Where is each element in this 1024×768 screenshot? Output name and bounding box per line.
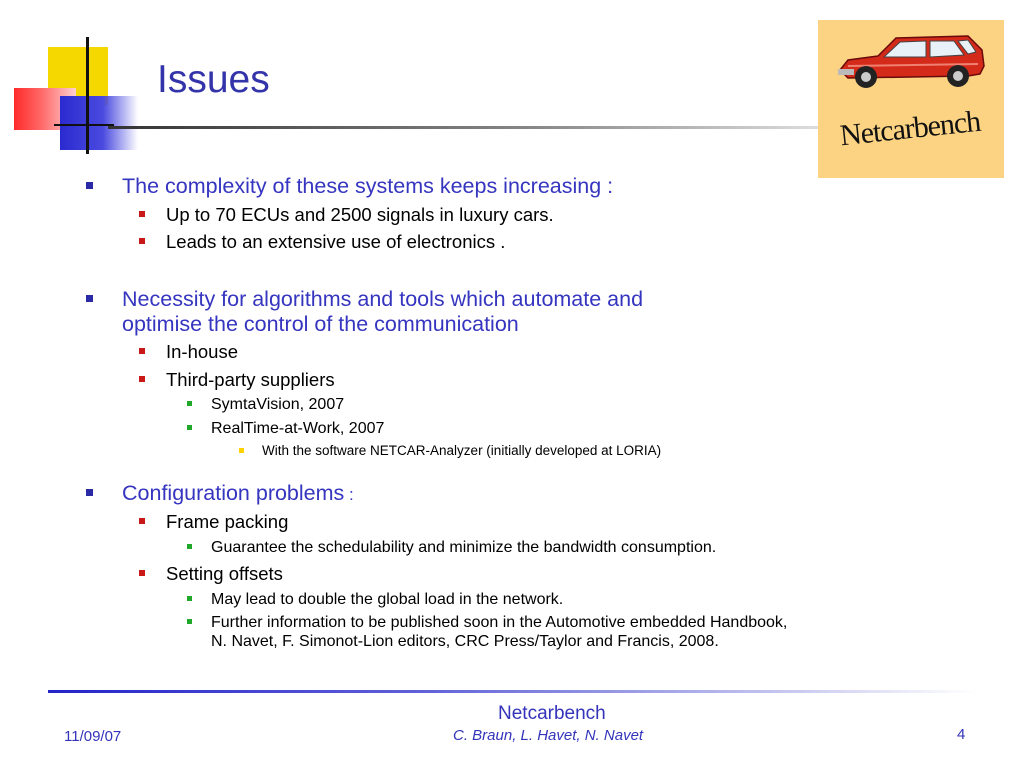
list-item-text: Frame packing [166,511,289,532]
list-item-text: Further information to be published soon in the Automotive embedded Handbook, [211,614,788,631]
list-item-text: Third-party suppliers [166,369,335,390]
list-item-text: May lead to double the global load in the network. [211,591,564,608]
footer-authors: C. Braun, L. Havet, N. Navet [453,727,644,744]
list-item [166,341,238,363]
list-item-text: N. Navet, F. Simonot-Lion editors, CRC Press/Taylor and Francis, 2008. [211,633,719,650]
decor-blue-square [60,96,138,150]
list-item [211,419,384,438]
list-item [211,538,716,557]
list-item [122,174,613,199]
list-item-text: Setting offsets [166,563,283,584]
list-item [166,231,505,253]
bullet-square-icon [239,448,244,453]
list-item [166,511,288,533]
decor-vertical-line [86,37,89,154]
bullet-square-icon [187,596,192,601]
list-item-text: SymtaVision, 2007 [211,396,345,413]
list-item [211,395,344,414]
list-item [122,287,643,337]
slide-title: Issues [157,58,270,101]
car-icon [818,20,1004,178]
title-underline [108,126,820,129]
bullet-square-icon [139,570,145,576]
list-item-text: In-house [166,341,238,362]
bullet-square-icon [86,182,93,189]
footer-rule [48,690,976,693]
bullet-square-icon [86,295,93,302]
list-item-text: Guarantee the schedulability and minimize the bandwidth consumption. [211,539,717,556]
bullet-square-icon [139,238,145,244]
list-item-text: The complexity of these systems keeps increasing : [122,174,614,198]
list-item-text: Configuration problems [122,481,345,505]
decor-horizontal-line [54,124,114,126]
bullet-square-icon [139,518,145,524]
list-item [166,204,554,226]
bullet-square-icon [187,401,192,406]
footer-title: Netcarbench [498,703,606,724]
list-item-text: optimise the control of the communication [122,312,519,336]
list-item-text: Leads to an extensive use of electronics . [166,231,506,252]
list-item [166,563,283,585]
bullet-square-icon [139,211,145,217]
list-item [211,613,787,651]
list-item-text: Up to 70 ECUs and 2500 signals in luxury cars. [166,204,554,225]
list-item [262,443,661,459]
list-item [122,481,354,507]
netcarbench-logo [818,20,1004,178]
list-item-text: Necessity for algorithms and tools which automate and [122,287,644,311]
list-item-text: With the software NETCAR-Analyzer (initially developed at LORIA) [262,443,662,458]
bullet-square-icon [187,425,192,430]
footer-date: 11/09/07 [64,728,122,745]
page-number: 4 [957,726,966,743]
list-item-text: RealTime-at-Work, 2007 [211,420,385,437]
bullet-square-icon [86,489,93,496]
list-item [211,590,563,609]
list-item [166,369,335,391]
bullet-square-icon [139,376,145,382]
bullet-square-icon [187,619,192,624]
svg-text:Netcarbench: Netcarbench [838,104,982,153]
list-item-colon: : [344,485,354,504]
bullet-square-icon [139,348,145,354]
bullet-square-icon [187,544,192,549]
